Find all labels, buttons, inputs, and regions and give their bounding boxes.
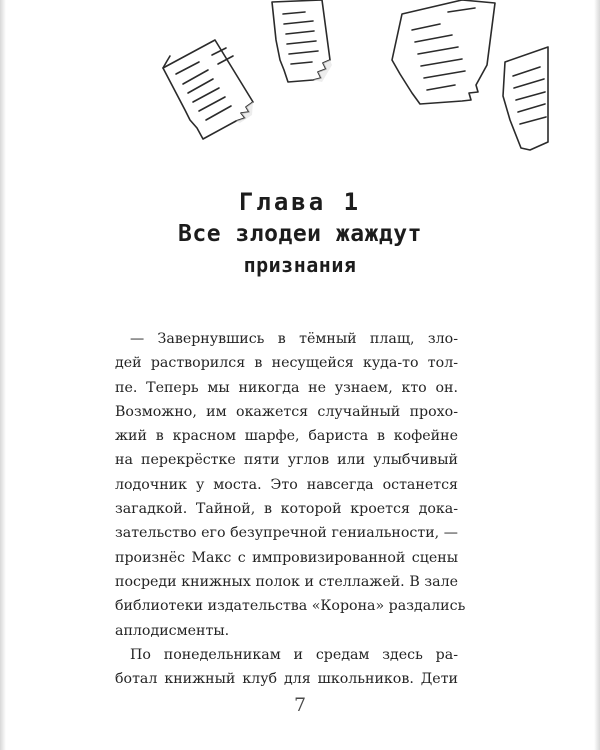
- chapter-body-text: [115, 327, 466, 691]
- text-line: библиотеки издательства «Корона» раздались: [115, 598, 466, 615]
- text-line: — Завернувшись в тёмный плащ, зло-: [130, 331, 458, 347]
- text-line: аплодисменты.: [115, 622, 230, 639]
- text-line: загадкой. Тайной, в которой кроется дока-: [115, 501, 458, 518]
- chapter-number: Глава 1: [238, 188, 362, 216]
- text-line: ботал книжный клуб для школьников. Дети: [115, 671, 458, 688]
- text-line: зательство его безупречной гениальности, —: [115, 525, 458, 542]
- chapter-title-line-1: Все злодеи жаждут: [178, 221, 422, 247]
- text-line: жий в красном шарфе, бариста в кофейне: [115, 428, 458, 445]
- page-number: 7: [293, 694, 307, 716]
- text-line: произнёс Макс с импровизированной сцены: [115, 549, 458, 566]
- paper-sheet-4-icon: [503, 47, 548, 150]
- text-line: пе. Теперь мы никогда не узнаем, кто он.: [115, 379, 458, 396]
- paper-sheet-1-icon: [163, 40, 253, 139]
- chapter-heading: [0, 186, 600, 280]
- text-line: посреди книжных полок и стеллажей. В зале: [115, 573, 458, 590]
- paper-sheet-3-icon: [392, 0, 495, 104]
- flying-paper-sheets-icon: [0, 0, 600, 175]
- text-line: на перекрёстке пяти углов или улыбчивый: [115, 452, 458, 469]
- chapter-title-line-2: признания: [243, 253, 357, 277]
- paper-sheet-2-icon: [272, 0, 330, 82]
- text-line: дей растворился в несущейся куда-то тол-: [115, 355, 458, 372]
- text-line: лодочник у моста. Это навсегда останется: [115, 476, 458, 493]
- text-line: Возможно, им окажется случайный прохо-: [115, 403, 458, 420]
- text-line: По понедельникам и средам здесь ра-: [130, 646, 458, 663]
